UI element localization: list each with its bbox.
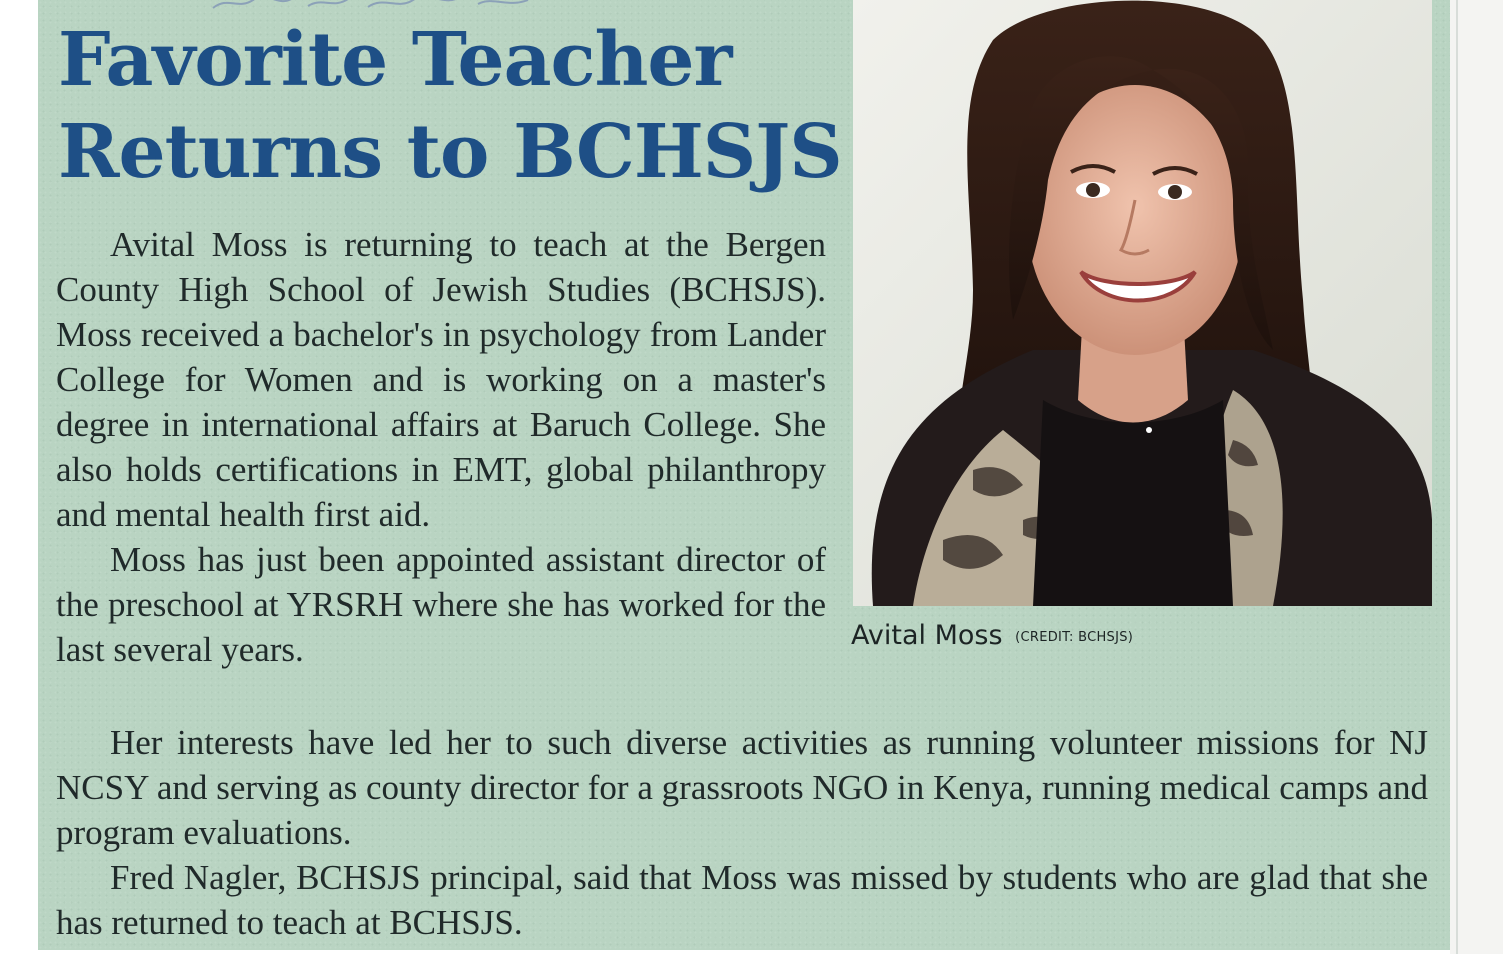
headline [58, 14, 842, 198]
caption-credit: (CREDIT: BCHSJS) [1015, 630, 1134, 645]
article-paragraph: Fred Nagler, BCHSJS principal, said that Moss was missed by students who are glad that she has returned to teach at BCHSJS. [56, 858, 1428, 942]
article-paragraph: Her interests have led her to such diverse activities as running volunteer missions for NJ NCSY and serving as county director for a grassroots NGO in Kenya, running medical camps and program evaluations. [56, 723, 1428, 852]
caption-name: Avital Moss [851, 620, 1003, 651]
portrait-illustration [853, 0, 1432, 606]
photo-caption [851, 620, 1133, 651]
article-paragraph: Avital Moss is returning to teach at the Bergen County High School of Jewish Studies (BCHSJS). Moss received a bachelor's in psychology from Lander College for Women and is working on a master's degree in international affairs at Baruch College. She also holds certifications in EMT, global philanthropy and mental health first aid. [56, 225, 826, 534]
headline-line-1: Favorite Teacher [58, 17, 732, 103]
article-column-full [56, 720, 1428, 945]
scan-margin [1450, 0, 1503, 954]
headline-line-2: Returns to BCHSJS [58, 109, 842, 195]
portrait-photo [853, 0, 1432, 606]
article-paragraph: Moss has just been appointed assistant director of the preschool at YRSRH where she has worked for the last several years. [56, 540, 826, 669]
article-column-left [56, 222, 826, 672]
handwritten-note-scribble [208, 0, 538, 12]
